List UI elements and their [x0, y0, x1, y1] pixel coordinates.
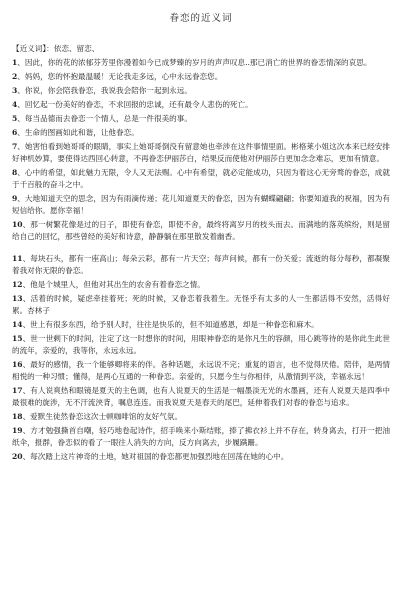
item-text: 、回忆起一份美好的眷恋，不求回报的忠诚，还有最令人悲伤的死亡。 — [17, 100, 253, 109]
item-text: 、你说，你会陪我眷恋，我说我会陪你一起到永远。 — [17, 86, 192, 95]
item-number: 13 — [12, 294, 23, 303]
synonyms-line — [12, 43, 390, 55]
item-text: 、最好的感情，我一个能够卿将来的伴。各种话题，永远说不完；重复的语言，也不觉得厌倦。陪伴，是两情相悦的一种习惯；懂得，是两心互通的一种眷恋。亲爱的，只愿今生与你相伴，从激情到平淡，幸福永远！ — [12, 360, 390, 381]
item-text: 、大地知道天空的思念，因为有雨滴传递；花儿知道夏天的眷恋，因为有蝴蝶翩翩；你要知道我的祝福，因为有短信给你。愿你幸福！ — [12, 194, 390, 215]
item-number: 3 — [12, 86, 18, 95]
sentence-item — [12, 113, 390, 125]
item-number: 15 — [12, 334, 23, 343]
item-number: 1 — [12, 58, 18, 67]
item-text: 、他是个城里人，但他对其出生的农舍有着眷恋之情。 — [22, 280, 205, 289]
sentence-item — [12, 411, 390, 423]
sentence-item — [12, 99, 390, 111]
sentence-item — [12, 253, 390, 277]
item-text: 、她害怕看到她哥哥的眼睛，事实上她哥哥倒没有留意她也牵涉在这件事情里面。彬格莱小姐这次本来已经安排好神机妙算，要使得达西回心转意，不再眷恋伊丽莎白，结果反而使他对伊丽莎白更加念念难忘，更加有情意。 — [12, 142, 390, 163]
sentence-item — [12, 219, 390, 243]
item-number: 2 — [12, 72, 18, 81]
section-spacer — [12, 245, 390, 253]
item-number: 17 — [12, 386, 23, 395]
sentence-item — [12, 385, 390, 409]
item-number: 19 — [12, 426, 23, 435]
sentence-item — [12, 71, 390, 83]
sentence-item — [12, 319, 390, 331]
item-text: 、方才勉强撕首自嘲，轻巧地卷起诗作，招手唤来小斯结账，捧了拂衣衫上并不存在，转身离去，打开一把油纸伞，报群，眷恋似的看了一眼往人消失的方向，反方向离去，步履蹒跚。 — [12, 426, 390, 447]
sentence-item — [12, 127, 390, 139]
item-text: 、每次踏上这片神奇的土地，她对祖国的眷恋都更加强烈地在回荡在她的心中。 — [22, 452, 289, 461]
sentence-item — [12, 193, 390, 217]
item-text: 、心中的希望，如此魅力无限，令人又无法赐。心中有希望，就必定能成功，只因为着这心无旁骛的眷恋，成就于千百般的奋斗之中。 — [12, 168, 390, 189]
sentence-item — [12, 425, 390, 449]
sentence-item — [12, 85, 390, 97]
item-text: 、世上有很多东西，给予别人时，往往是快乐的，但不知道感恩，却是一种眷恋和麻木。 — [22, 320, 319, 329]
sentence-item — [12, 333, 390, 357]
item-text: 、妈妈，您的怀抱最温暖！无论我走多远，心中永远眷恋您。 — [17, 72, 223, 81]
sentence-item — [12, 167, 390, 191]
item-number: 16 — [12, 360, 23, 369]
item-number: 5 — [12, 114, 18, 123]
item-text: 、世一世剩下的时间，注定了这一时想你的时间，用眼神眷恋的是你凡生的容颜，用心跳等待的是你此生此世的流年，亲爱的，我等你，永远永远。 — [12, 334, 390, 355]
item-text: 、因此，你的花的浓郁芬芳里你漫着如今已成梦臻的岁月的声声叹息..那已消亡的世界的眷恋情深的哀思。 — [17, 58, 372, 67]
item-number: 18 — [12, 412, 23, 421]
sentence-item — [12, 293, 390, 317]
synonyms-label: 【近义词】： — [12, 44, 54, 53]
sentence-item — [12, 141, 390, 165]
item-text: 、那一树繁花像是过的日子，即使有眷恋，即使不舍，最终将离岁月的枝头而去。而满地的落英缤纷，则是留给自己的回忆，那些曾经的美好和诗意，静静躺在那里散发着幽香。 — [12, 220, 390, 241]
item-text: 、生命的图画如此和谐，让他眷恋。 — [17, 128, 139, 137]
item-text: 、每当品德而去眷恋一个情人，总是一件很美的事。 — [17, 114, 192, 123]
item-number: 14 — [12, 320, 23, 329]
sentence-item — [12, 451, 390, 463]
sentence-list — [12, 57, 390, 463]
item-number: 20 — [12, 452, 23, 461]
item-number: 8 — [12, 168, 18, 177]
item-number: 9 — [12, 194, 18, 203]
item-number: 12 — [12, 280, 23, 289]
sentence-item — [12, 359, 390, 383]
synonyms-text: 依恋、留恋、 — [53, 44, 100, 53]
sentence-item — [12, 279, 390, 291]
item-number: 6 — [12, 128, 18, 137]
sentence-item — [12, 57, 390, 69]
document-title: 眷恋的近义词 — [169, 13, 233, 24]
item-number: 7 — [12, 142, 18, 151]
item-number: 4 — [12, 100, 18, 109]
item-text: 、爱默生徒然眷恋这次士顿咖啡馆的友好气氛。 — [22, 412, 183, 421]
item-number: 10 — [12, 220, 23, 229]
item-text: 、每块石头，都有一座高山；每朵云彩，都有一片天空；每声问候，都有一份关爱；流逝的每分每秒，都凝聚着我对你无限的眷恋。 — [12, 254, 390, 275]
item-text: 、活着的时候，疑虑牵挂着死；死的时候，又眷恋着我着生。无怪乎有太多的人一生都活得不安然，活得好累。杏林子 — [12, 294, 390, 315]
item-number: 11 — [12, 254, 23, 263]
item-text: 、有人说爽热和眼镜是夏天的主色调，也有人说夏天的生活是一幅墨淡无光的水墨画，还有人说夏天是四季中最很难的旋涉，无不汗流浃背，嘱息连连。而我说夏天是春天的尾巴，延伸着我们对春的眷恋与追求。 — [12, 386, 390, 407]
